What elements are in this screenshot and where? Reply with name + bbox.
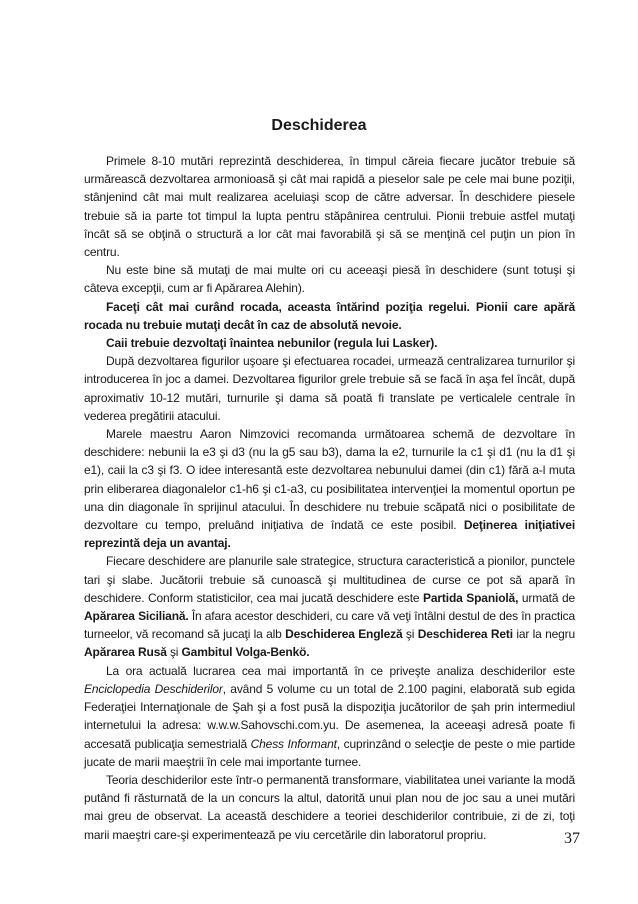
- italic-text: Chess Informant: [250, 736, 337, 751]
- bold-text: Deţinerea iniţiativei reprezintă deja un avantaj.: [84, 518, 575, 551]
- text-run: urmată de: [518, 590, 575, 605]
- text-run: şi: [166, 645, 182, 660]
- text-run: În afara acestor deschideri, cu care vă veţi întâlni destul de des în practica turneelor, vă recomand să jucaţi la alb: [84, 609, 575, 642]
- text-run: Teoria deschiderilor este într-o permanentă transformare, viabilitatea unei variante la modă putând fi răsturnată de la un concurs la altul, datorită unui plan nou de joc sau a unei mutări mai greu de observat. La această deschidere a teoriei deschiderilor contribuie, zi de zi, toţi marii maeştri care-şi experimentează pe viu cercetările din laboratorul propriu.: [84, 772, 575, 842]
- paragraph: [84, 552, 575, 661]
- bold-text: Gambitul Volga-Benkö.: [181, 645, 310, 660]
- paragraph: [84, 334, 575, 352]
- paragraph: [84, 771, 575, 844]
- page-title: Deschiderea: [271, 117, 367, 134]
- paragraph: [84, 298, 575, 334]
- paragraph: [84, 662, 575, 771]
- text-run: Fiecare deschidere are planurile sale strategice, structura caracteristică a pionilor, punctele tari şi slabe. Jucătorii trebuie să cunoască şi multitudinea de curse ce pot să apară în deschidere. Conform statisticilor, cea mai jucată deschidere este: [84, 554, 575, 605]
- bold-text: Faceţi cât mai curând rocada, aceasta întărind poziţia regelui. Pionii care apără rocada nu trebuie mutaţi decât în caz de absolută nevoie.: [84, 299, 575, 332]
- text-run: , cuprinzând o selecţie de peste o mie partide jucate de marii maeştrii în cele mai importante turnee.: [84, 736, 575, 769]
- italic-text: Enciclopedia Deschiderilor: [84, 681, 223, 696]
- page-number: 37: [564, 830, 580, 847]
- text-run: iar la negru: [512, 627, 576, 642]
- bold-text: Deschiderea Reti: [417, 627, 513, 642]
- paragraph: [84, 425, 575, 552]
- paragraph: [84, 152, 575, 261]
- bold-text: Partida Spaniolă,: [423, 590, 519, 605]
- paragraph: [84, 261, 575, 297]
- body-text: [84, 152, 575, 844]
- text-run: Nu este bine să mutaţi de mai multe ori cu aceeaşi piesă în deschidere (sunt totuşi şi câteva excepţii, cum ar fi Apărarea Alehin).: [84, 263, 575, 296]
- text-run: , având 5 volume cu un total de 2.100 pagini, elaborată sub egida Federaţiei Internaţionale de Şah şi a fost pusă la dispoziţia jucătorilor de şah prin intermediul internetului la adresa: w.w.w.Sahovschi.com.yu. De asemenea, la aceeaşi adresă poate fi accesată publicaţia semestrială: [84, 681, 575, 751]
- text-run: Primele 8-10 mutări reprezintă deschiderea, în timpul căreia fiecare jucător trebuie să urmărească dezvoltarea armonioasă şi cât mai rapidă a pieselor sale pe cele mai bune poziţii, stânjenind cât mai mult realizarea aceluiaşi scop de către adversar. În deschidere piesele trebuie să ia parte tot timpul la lupta pentru stăpânirea centrului. Pionii trebuie astfel mutaţi încât să se obţină o structură a lor cât mai favorabilă şi să se menţină cel puţin un pion în centru.: [84, 154, 575, 260]
- bold-text: Apărarea Rusă: [84, 645, 167, 660]
- bold-text: Caii trebuie dezvoltaţi înaintea nebunilor (regula lui Lasker).: [106, 336, 438, 351]
- text-run: şi: [402, 627, 418, 642]
- text-run: Marele maestru Aaron Nimzovici recomanda următoarea schemă de dezvoltare în deschidere: nebunii la e3 şi d3 (nu la g5 sau b3), dama la e2, turnurile la c1 şi d1 (nu la d1 şi e1), caii la c3 şi f3. O idee interesantă este dezvoltarea nebunului damei (din c1) fără a-l muta prin eliberarea diagonalelor c1-h6 şi c1-a3, cu posibilitatea intervenţiei la momentul oportun pe una din diagonale în sprijinul atacului. În deschidere nu trebuie scăpată nici o posibilitate de dezvoltare cu tempo, preluând iniţiativa de îndată ce este posibil.: [84, 427, 575, 533]
- bold-text: Deschiderea Engleză: [285, 627, 403, 642]
- text-run: La ora actuală lucrarea cea mai importantă în ce priveşte analiza deschiderilor este: [106, 663, 575, 678]
- bold-text: Apărarea Siciliană.: [84, 609, 189, 624]
- paragraph: [84, 352, 575, 425]
- text-run: După dezvoltarea figurilor uşoare şi efectuarea rocadei, urmează centralizarea turnurilor şi introducerea în joc a damei. Dezvoltarea figurilor grele trebuie să se facă în aşa fel încât, după aproximativ 10-12 mutări, turnurile şi dama să poată fi translate pe verticalele centrale în vederea pregătirii atacului.: [84, 354, 575, 423]
